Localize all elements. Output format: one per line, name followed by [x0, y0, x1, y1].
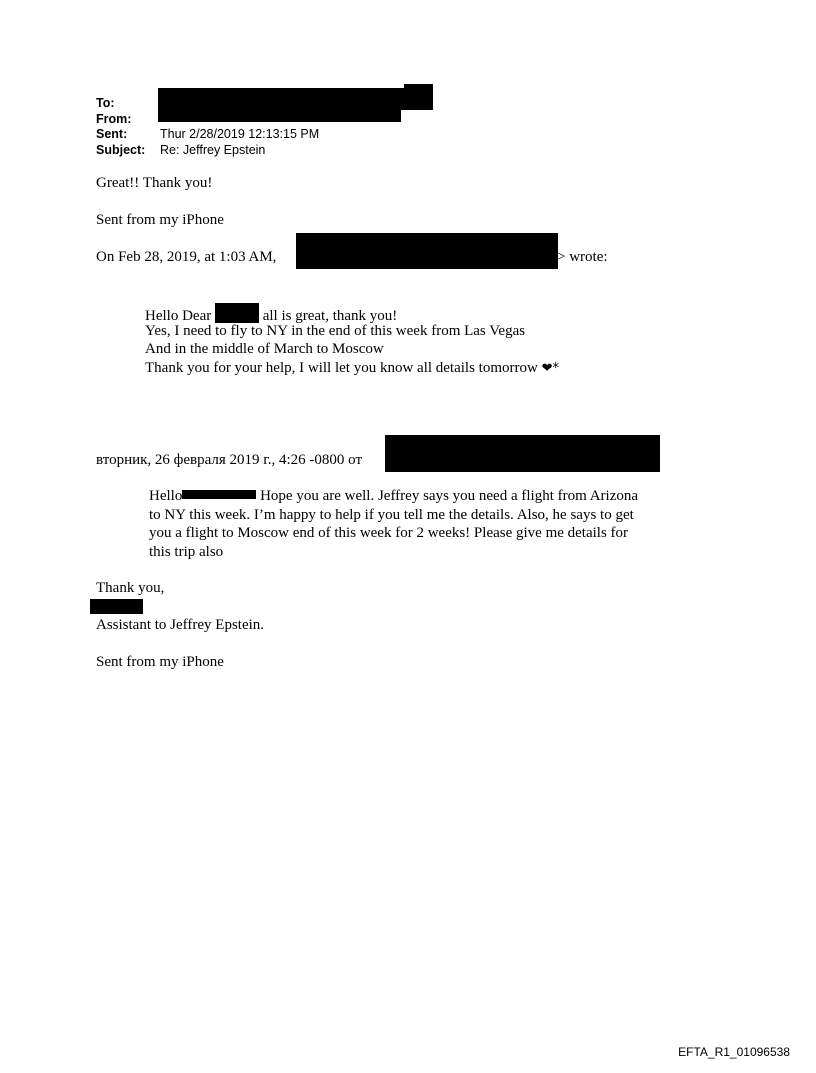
quote-intro-prefix: On Feb 28, 2019, at 1:03 AM,: [96, 249, 277, 265]
subject-value: Re: Jeffrey Epstein: [160, 142, 266, 157]
quoted-message-2: [149, 487, 638, 561]
to-label: To:: [96, 96, 115, 110]
name-redaction: [215, 303, 259, 323]
from-redaction: [158, 110, 401, 122]
quoted-1-line-4: [145, 359, 559, 378]
from-label: From:: [96, 111, 132, 126]
reply-line: Great!! Thank you!: [96, 175, 213, 191]
quoted-2-line-4: this trip also: [149, 543, 224, 560]
quoted-1-line-1-prefix: Hello Dear: [145, 308, 215, 324]
quoted-1-line-1-suffix: all is great, thank you!: [258, 308, 398, 324]
closing-title: Assistant to Jeffrey Epstein.: [96, 617, 265, 633]
russian-quote-intro: вторник, 26 февраля 2019 г., 4:26 -0800 от: [96, 452, 363, 468]
quoted-1-line-3: And in the middle of March to Moscow: [145, 341, 384, 357]
signature-line: Sent from my iPhone: [96, 212, 224, 228]
recipient-name-redaction: [182, 490, 256, 499]
signature-name-redaction: [90, 599, 143, 614]
quoted-2-line-3: you a flight to Moscow end of this week for 2 weeks! Please give me details for: [149, 525, 629, 541]
quoted-2-line-1-suffix: Hope you are well. Jeffrey says you need a flight from Arizona: [256, 488, 639, 504]
quoted-1-line-4-text: Thank you for your help, I will let you know all details tomorrow: [145, 359, 542, 376]
quote-intro: [96, 248, 276, 267]
closing-signature: Sent from my iPhone: [96, 654, 224, 670]
quote-intro-suffix: > wrote:: [557, 249, 608, 265]
quoted-1-line-1: [145, 303, 559, 322]
heart-icon: ❤*: [541, 360, 559, 376]
sent-value: Thur 2/28/2019 12:13:15 PM: [160, 127, 320, 141]
quoted-message-1: [145, 303, 559, 377]
closing-thanks: Thank you,: [96, 580, 165, 596]
sent-label: Sent:: [96, 127, 128, 141]
to-redaction: [158, 88, 408, 110]
quoted-1-line-2: Yes, I need to fly to NY in the end of this week from Las Vegas: [145, 322, 526, 339]
quoted-2-line-1: [149, 487, 638, 506]
to-redaction-tail: [404, 84, 433, 110]
sender-redaction: [296, 233, 558, 269]
russian-sender-redaction: [385, 435, 660, 472]
quoted-2-line-1-prefix: Hello: [149, 488, 183, 504]
quoted-2-line-2: to NY this week. I’m happy to help if you tell me the details. Also, he says to get: [149, 506, 634, 523]
subject-label: Subject:: [96, 142, 146, 157]
document-id: EFTA_R1_01096538: [678, 1045, 790, 1059]
